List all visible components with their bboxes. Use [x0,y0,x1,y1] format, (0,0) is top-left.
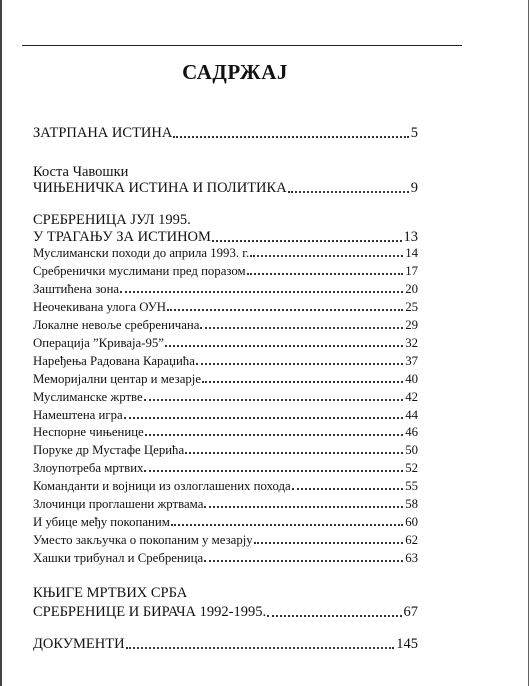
dot-leader [124,417,403,419]
toc-subentry-label: Команданти и војници из озлоглашених похода [33,479,291,493]
toc-subentry-page: 29 [405,318,418,332]
dot-leader [247,273,404,275]
toc-entry-label: ЗАТРПАНА ИСТИНА [33,125,173,141]
toc-subentry-label: Злочинци проглашени жртвама [33,497,204,511]
toc-subentry-page: 14 [405,246,418,260]
toc-entry-page: 5 [410,125,418,141]
toc-subentry-label: Намештена игра [33,408,123,422]
toc-entry-label: ЧИЊЕНИЧКА ИСТИНА И ПОЛИТИКА [33,180,287,196]
dot-leader [250,255,403,257]
toc-subentry-label: Злоупотреба мртвих [33,461,144,475]
dot-leader [185,452,403,454]
toc-subentry [33,443,418,458]
section-title-line: СРЕБРЕНИЦА ЈУЛ 1995. [33,212,191,228]
toc-subentry [33,497,418,512]
author-name: Коста Чавошки [33,164,129,180]
dot-leader [202,381,403,383]
dot-leader [126,647,395,649]
toc-subentry-label: Хашки трибунал и Сребреница [33,551,204,565]
section-title-line: КЊИГЕ МРТВИХ СРБА [33,585,188,601]
toc-subentry-label: Меморијални центар и мезарје [33,372,202,386]
toc-subentry-page: 20 [405,282,418,296]
dot-leader [292,488,403,490]
toc-subentry-label: Операција ”Криваја-95” [33,336,164,350]
dot-leader [120,291,403,293]
toc-subentry-label: Сребренички муслимани пред поразом [33,264,246,278]
toc-entry [33,125,418,142]
toc-subentry-label: Муслимански походи до априла 1993. г. [33,246,250,260]
toc-subentry-label: И убице међу покопаним [33,515,170,529]
toc-subentry-page: 50 [405,443,418,457]
toc-subentry-label: Поруке др Мустафе Церића [33,443,185,457]
toc-entry [33,229,418,246]
toc-entry-label: У ТРАГАЊУ ЗА ИСТИНОМ [33,229,211,245]
top-rule [22,45,462,46]
toc-entry [33,636,418,653]
toc-subentry [33,372,418,387]
toc-subentry [33,318,418,333]
dot-leader [144,470,403,472]
toc-subentry [33,354,418,369]
toc-subentry-page: 42 [405,390,418,404]
toc-subentry [33,551,418,566]
toc-subentry-label: Неочекивана улога ОУН [33,300,167,314]
toc-subentry-page: 52 [405,461,418,475]
toc-entry-page: 67 [403,604,418,620]
toc-entry-page: 145 [396,636,418,652]
toc-subentry [33,300,418,315]
toc-subentry-page: 58 [405,497,418,511]
toc-subentry-label: Локалне невоље сребреничана [33,318,200,332]
toc-subentry-page: 46 [405,425,418,439]
dot-leader [254,542,404,544]
toc-subentry [33,425,418,440]
toc-subentry [33,515,418,530]
toc-subentry-page: 40 [405,372,418,386]
page-right-edge [528,0,529,686]
toc-subentry [33,336,418,351]
dot-leader [200,327,403,329]
toc-subentry [33,264,418,279]
toc-entry-label: ДОКУМЕНТИ [33,636,125,652]
toc-subentry [33,533,418,548]
page-title: САДРЖАЈ [182,60,288,84]
dot-leader [204,560,403,562]
dot-leader [196,363,403,365]
dot-leader [173,136,408,138]
page-left-edge [0,0,2,686]
dot-leader [144,399,404,401]
toc-subentry-page: 32 [405,336,418,350]
toc-entry-page: 9 [410,180,418,196]
dot-leader [171,524,403,526]
dot-leader [204,506,403,508]
toc-subentry [33,246,418,261]
toc-subentry [33,390,418,405]
dot-leader [288,191,409,193]
dot-leader [167,309,403,311]
toc-subentry-label: Неспорне чињенице [33,425,144,439]
toc-subentry-page: 17 [405,264,418,278]
dot-leader [212,240,402,242]
toc-subentry-page: 62 [405,533,418,547]
toc-subentry-page: 60 [405,515,418,529]
toc-subentry-label: Наређења Радована Караџића [33,354,195,368]
toc-entry-label: СРЕБРЕНИЦЕ И БИРАЧА 1992-1995. [33,604,267,620]
toc-subentry-page: 63 [405,551,418,565]
toc-subentry [33,461,418,476]
toc-entry [33,180,418,197]
toc-subentry-label: Заштићена зона [33,282,120,296]
toc-subentry-page: 55 [405,479,418,493]
toc-subentry-page: 44 [405,408,418,422]
toc-subentry-label: Уместо закључка о покопаним у мезарју [33,533,253,547]
dot-leader [267,615,401,617]
toc-entry [33,604,418,621]
toc-subentry-page: 25 [405,300,418,314]
toc-entry-page: 13 [403,229,418,245]
toc-subentry [33,408,418,423]
toc-subentry-page: 37 [405,354,418,368]
dot-leader [145,434,403,436]
toc-subentry-label: Муслиманске жртве [33,390,143,404]
toc-subentry [33,282,418,297]
dot-leader [165,345,403,347]
toc-subentry [33,479,418,494]
